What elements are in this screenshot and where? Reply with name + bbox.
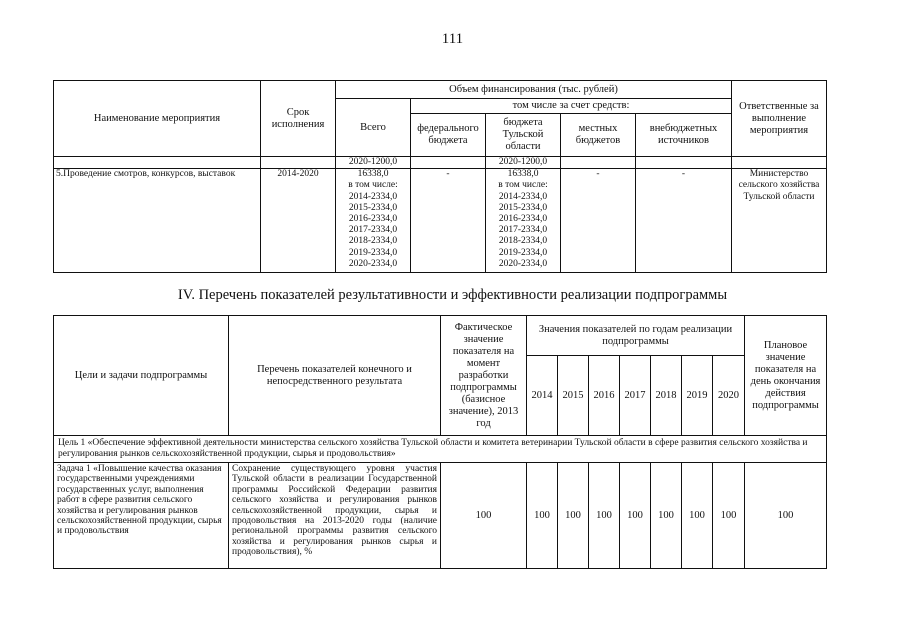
header-federal: федерального бюджета [411,114,486,157]
row5-total-line: 2015-2334,0 [348,202,398,213]
header-by-years: Значения показателей по годам реализации подпрограммы [527,316,745,356]
row5-total [336,169,411,273]
row5-regional-line: 16338,0 [507,169,539,180]
row5-extra: - [636,169,732,273]
carry-federal [411,157,486,169]
year-value: 100 [558,463,589,569]
row5-total-line: 2017-2334,0 [348,225,398,236]
year-value: 100 [713,463,745,569]
header-year: 2018 [651,356,682,436]
carry-responsible [732,157,827,169]
row5-regional-line: 2017-2334,0 [498,225,548,236]
year-value: 100 [682,463,713,569]
row5-total-line: 2020-2334,0 [348,258,398,269]
header-regional: бюджета Тульской области [486,114,561,157]
page-number: 111 [441,31,464,47]
section-title: IV. Перечень показателей результативности и эффективности реализации подпрограммы [177,287,728,303]
year-value: 100 [651,463,682,569]
carry-term [261,157,336,169]
header-year: 2014 [527,356,558,436]
indicators-table [53,315,827,569]
funding-table [53,80,827,273]
header-year: 2015 [558,356,589,436]
carry-name [54,157,261,169]
row5-regional-line: 2016-2334,0 [498,214,548,225]
row5-regional-line: в том числе: [498,180,548,191]
row5-regional-line: 2018-2334,0 [498,236,548,247]
row5-regional-line: 2020-2334,0 [498,258,548,269]
header-term: Срок исполнения [261,81,336,157]
planned-value: 100 [745,463,827,569]
row5-total-line: 16338,0 [357,169,389,180]
header-indicators: Перечень показателей конечного и непосредственного результата [229,316,441,436]
row5-regional-line: 2014-2334,0 [498,191,548,202]
header-name: Наименование мероприятия [54,81,261,157]
year-value: 100 [620,463,651,569]
header-total: Всего [336,99,411,157]
carry-total: 2020-1200,0 [336,157,411,169]
year-value: 100 [589,463,620,569]
indicator-cell: Сохранение существующего уровня участия Тульской области в реализации Государственной программы Российской Федерации развития сельского хозяйства и регулирования рынков сельскохозяйственной продукции, сырья и продовольствия на 2013-2020 годы (наличие региональной программы развития сельского хозяйства и регулирования рынков сырья и продовольствия), % [229,463,441,569]
header-year: 2019 [682,356,713,436]
row5-regional-line: 2019-2334,0 [498,247,548,258]
header-funding: Объем финансирования (тыс. рублей) [336,81,732,99]
row5-total-line: 2019-2334,0 [348,247,398,258]
header-planned: Плановое значение показателя на день окончания действия подпрограммы [745,316,827,436]
goal-row: Цель 1 «Обеспечение эффективной деятельности министерства сельского хозяйства Тульской области и комитета ветеринарии Тульской области в сфере развития сельского хозяйства и регулирования рынков сельскохозяйственной продукции, сырья и продовольствия» [54,436,827,463]
year-value: 100 [527,463,558,569]
row5-federal: - [411,169,486,273]
carry-regional: 2020-1200,0 [486,157,561,169]
carry-local [561,157,636,169]
header-year: 2020 [713,356,745,436]
row5-responsible: Министерство сельского хозяйства Тульской области [732,169,827,273]
header-year: 2016 [589,356,620,436]
header-including: том числе за счет средств: [411,99,732,114]
row5-regional [486,169,561,273]
row5-total-line: в том числе: [348,180,398,191]
header-local: местных бюджетов [561,114,636,157]
row5-local: - [561,169,636,273]
header-goals: Цели и задачи подпрограммы [54,316,229,436]
row5-total-line: 2014-2334,0 [348,191,398,202]
row5-regional-line: 2015-2334,0 [498,202,548,213]
header-extra: внебюджетных источников [636,114,732,157]
row5-term: 2014-2020 [261,169,336,273]
row5-total-line: 2016-2334,0 [348,214,398,225]
carry-extra [636,157,732,169]
header-actual: Фактическое значение показателя на момент разработки подпрограммы (базисное значение), 2013 год [441,316,527,436]
header-year: 2017 [620,356,651,436]
actual-value: 100 [441,463,527,569]
row5-name: 5.Проведение смотров, конкурсов, выставок [54,169,261,273]
task-cell: Задача 1 «Повышение качества оказания государственными учреждениями государственных услуг, выполнения работ в сфере развития сельского хозяйства и регулирования рынков сельскохозяйственной продукции, сырья и продовольствия [54,463,229,569]
row5-total-line: 2018-2334,0 [348,236,398,247]
header-responsible: Ответственные за выполнение мероприятия [732,81,827,157]
